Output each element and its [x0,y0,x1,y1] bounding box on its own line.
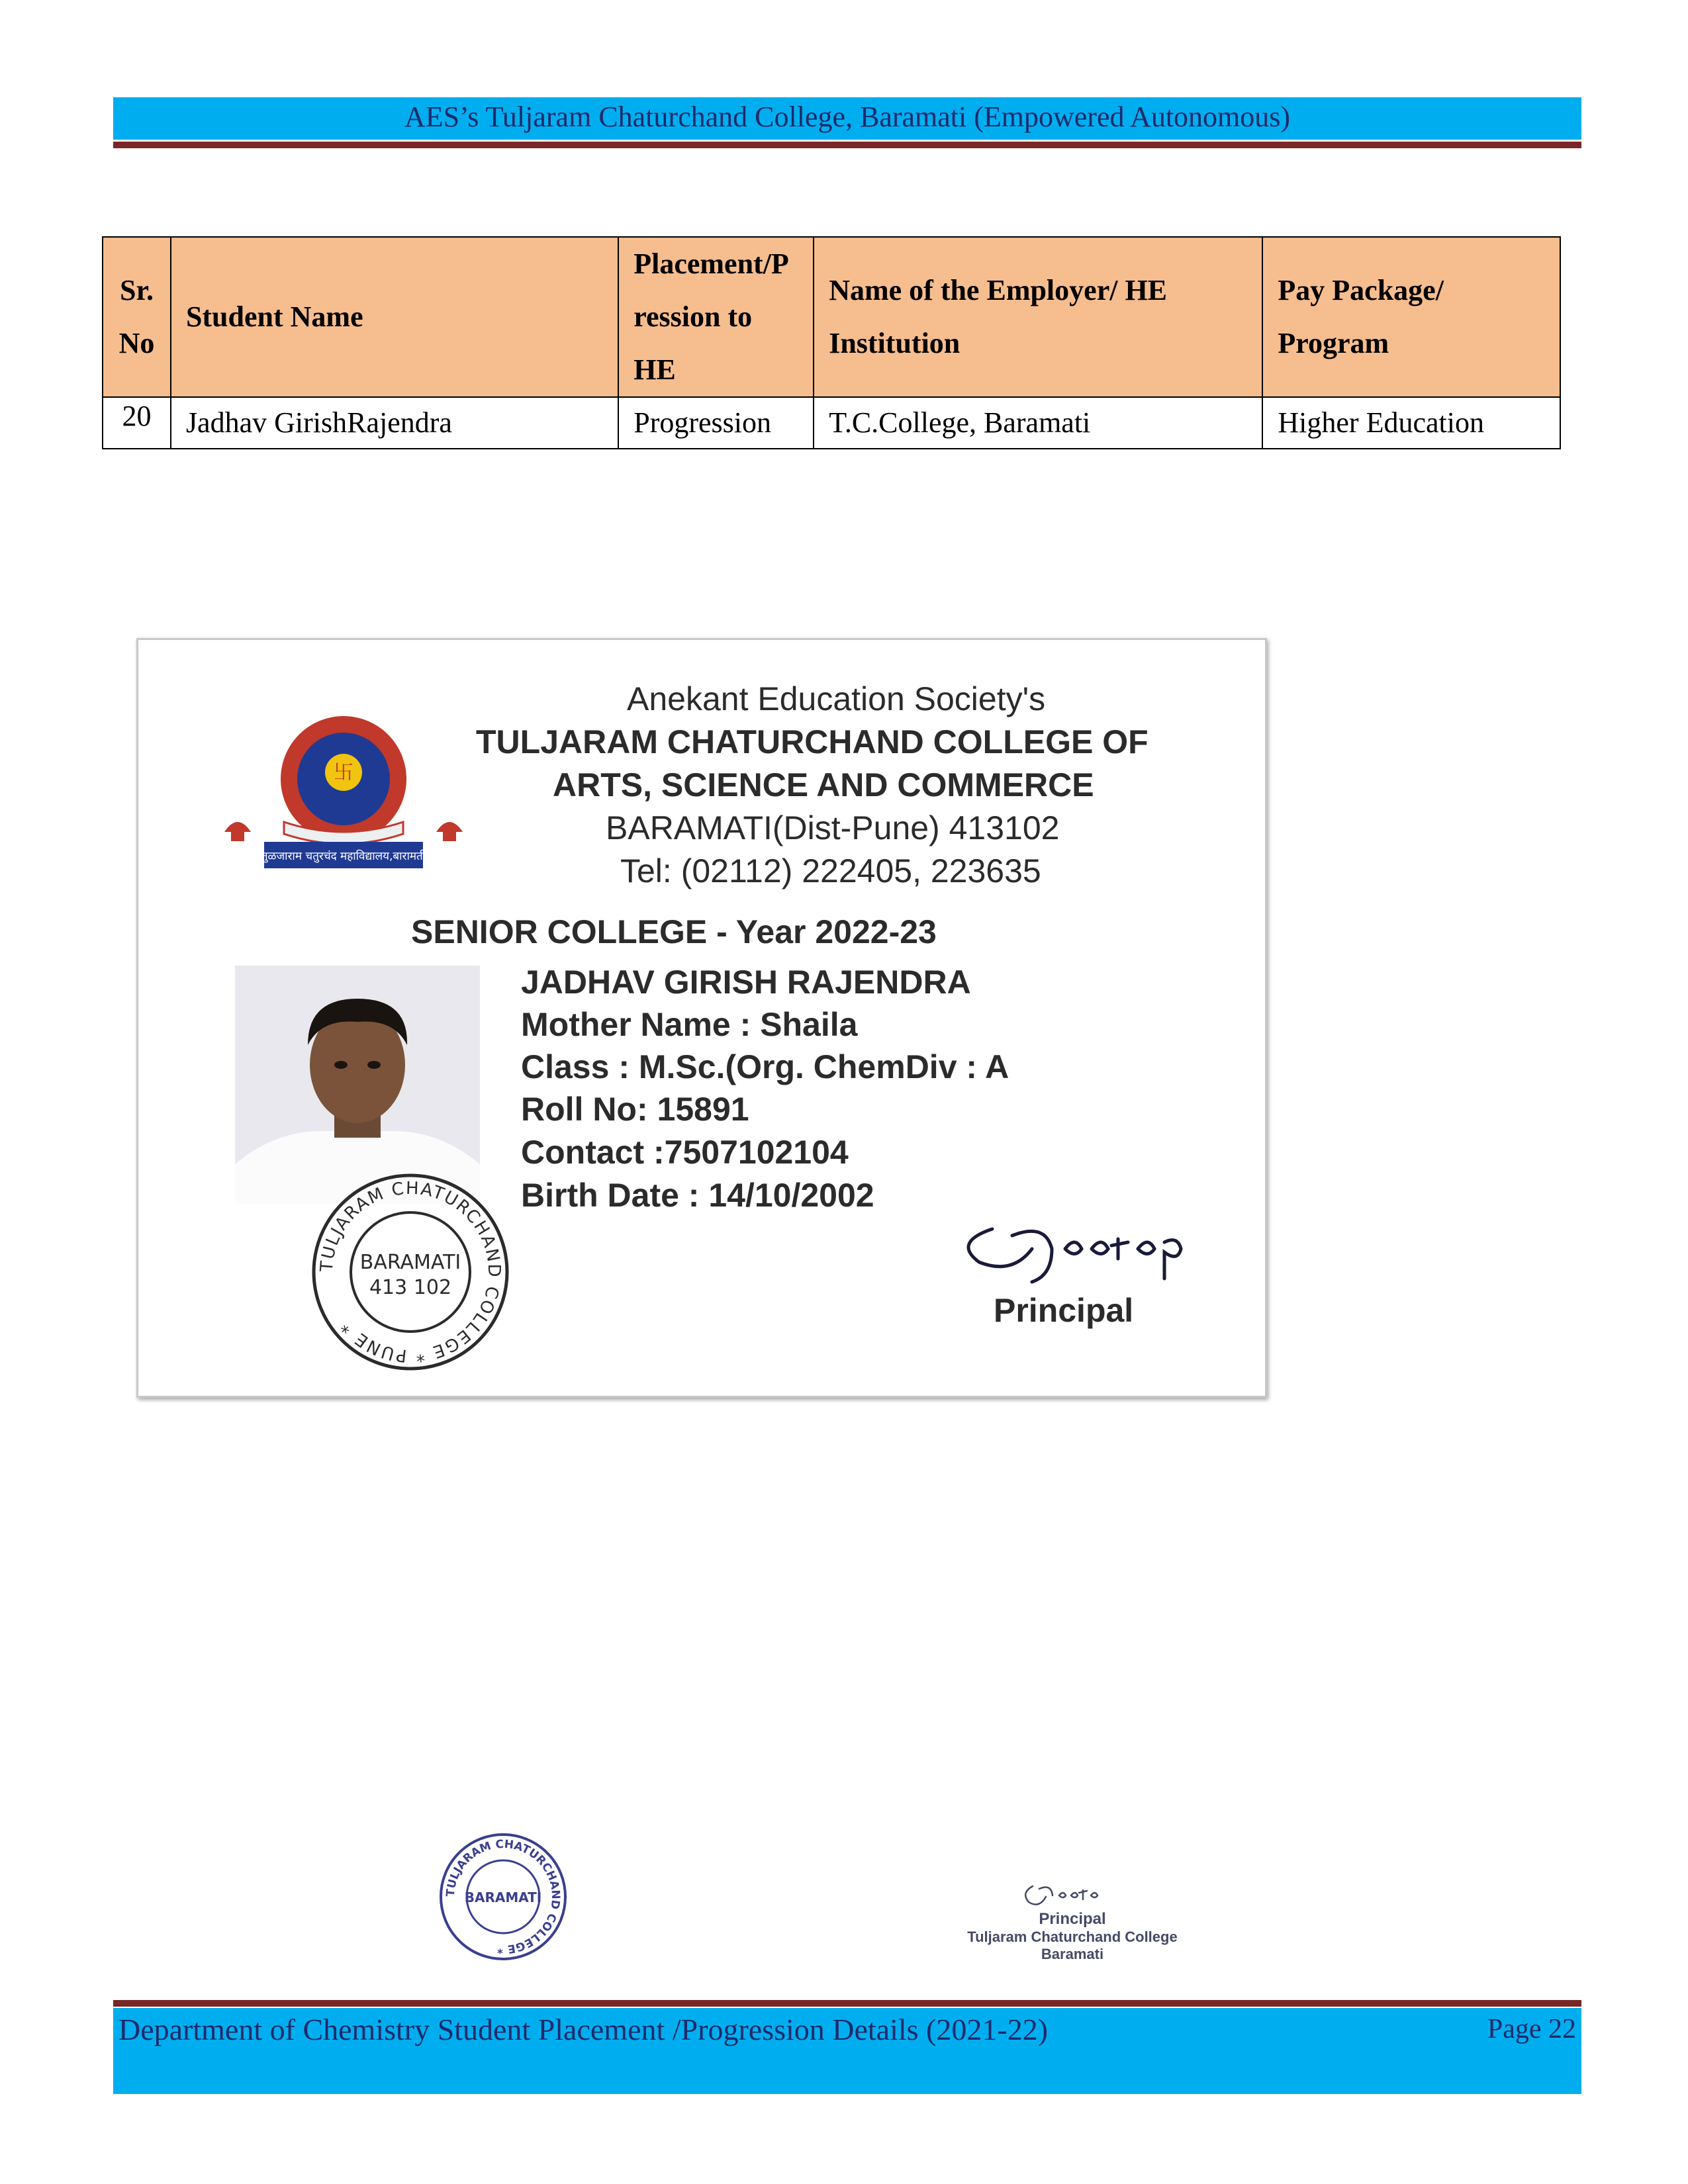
student-id-card [136,638,1267,1398]
card-principal-label: Principal [994,1292,1134,1329]
col-header-employer: Name of the Employer/ HE Institution [814,237,1262,397]
svg-text:TULJARAM CHATURCHAND COLLEGE *: TULJARAM CHATURCHAND COLLEGE * [444,1837,563,1956]
footer-text: Department of Chemistry Student Placement /Progression Details (2021-22) [118,2013,1049,2046]
bottom-college-stamp [438,1832,568,1962]
card-college-line1: TULJARAM CHATURCHAND COLLEGE OF [476,723,1149,760]
col-header-pay: Pay Package/ Program [1262,237,1560,397]
card-year: SENIOR COLLEGE - Year 2022-23 [411,913,937,950]
card-mother-name: Mother Name : Shaila [521,1006,858,1043]
svg-text:413 102: 413 102 [369,1276,452,1299]
col-header-student: Student Name [171,237,618,397]
college-stamp [308,1169,513,1375]
bottom-principal-signature [1019,1877,1112,1914]
table-row [103,397,1560,449]
svg-text:TULJARAM CHATURCHAND COLLEGE *: TULJARAM CHATURCHAND COLLEGE * PUNE * [316,1178,504,1366]
placement-table [102,236,1561,449]
cell-sr: 20 [103,397,171,449]
card-birth-date: Birth Date : 14/10/2002 [521,1177,874,1214]
college-logo [211,706,476,878]
svg-text:BARAMATI: BARAMATI [359,1251,461,1274]
bottom-college-name: Tuljaram Chaturchand College [967,1929,1178,1945]
card-address: BARAMATI(Dist-Pune) 413102 [606,809,1060,846]
table-header-row [103,237,1560,397]
card-contact: Contact :7507102104 [521,1134,849,1171]
page-header [113,97,1581,140]
cell-pay: Higher Education [1262,397,1560,449]
svg-text:卐: 卐 [334,761,353,784]
card-society: Anekant Education Society's [627,680,1046,717]
col-header-placement: Placement/P ression to HE [618,237,814,397]
footer-rule [113,2000,1581,2007]
principal-signature [953,1209,1204,1289]
card-telephone: Tel: (02112) 222405, 223635 [620,852,1041,889]
page-footer [113,2008,1581,2094]
col-header-sr: Sr. No [103,237,171,397]
student-photo [235,966,480,1204]
page-number: Page 22 [1487,2014,1576,2044]
card-student-name: JADHAV GIRISH RAJENDRA [521,964,971,1001]
header-title: AES’s Tuljaram Chaturchand College, Baramati (Empowered Autonomous) [404,101,1291,133]
cell-student: Jadhav GirishRajendra [171,397,618,449]
cell-employer: T.C.College, Baramati [814,397,1262,449]
svg-text:BARAMATI: BARAMATI [464,1889,542,1905]
card-roll-no: Roll No: 15891 [521,1091,749,1128]
bottom-principal-label: Principal [1039,1910,1106,1928]
header-rule [113,142,1581,148]
cell-placement: Progression [618,397,814,449]
card-college-line2: ARTS, SCIENCE AND COMMERCE [553,766,1094,803]
card-class: Class : M.Sc.(Org. ChemDiv : A [521,1048,1009,1085]
bottom-place: Baramati [1041,1946,1104,1962]
svg-text:तुळजाराम चतुरचंद महाविद्यालय,ब: तुळजाराम चतुरचंद महाविद्यालय,बारामती [261,850,426,863]
